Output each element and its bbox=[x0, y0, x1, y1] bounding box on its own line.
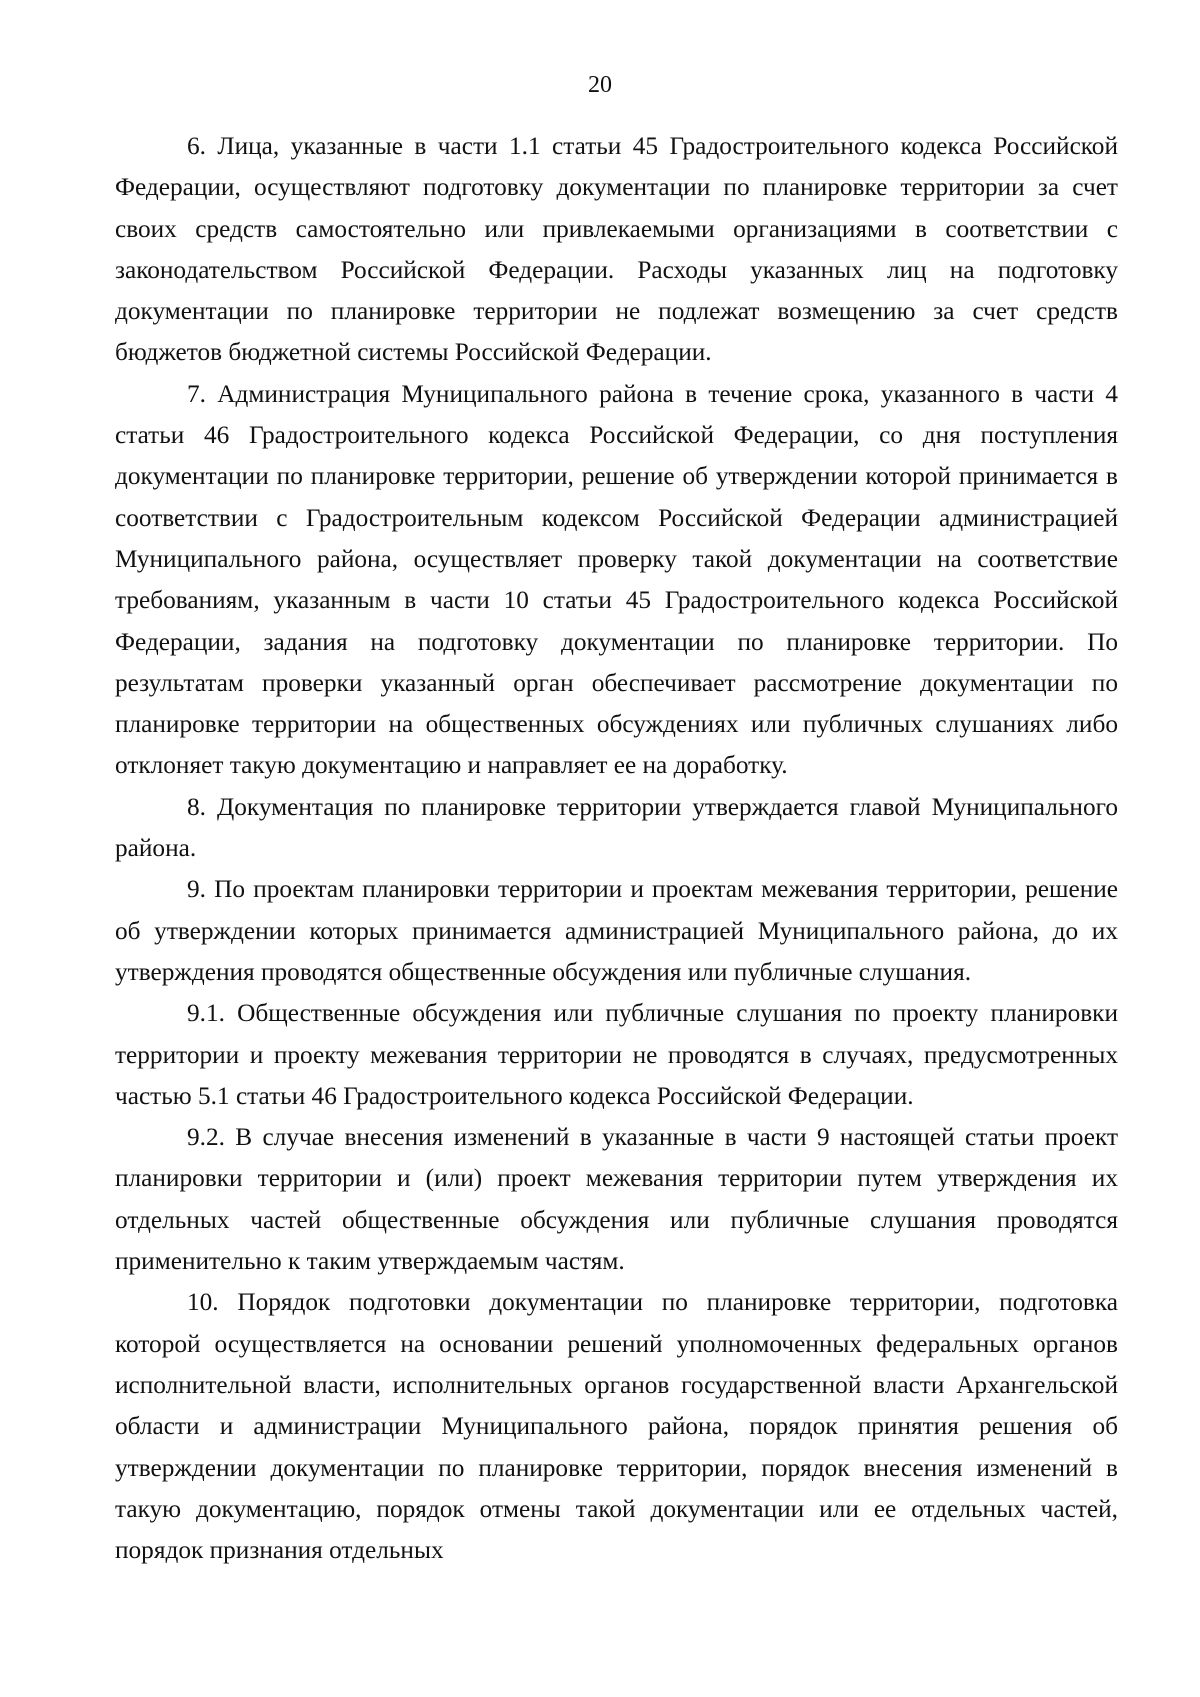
paragraph-6: 6. Лица, указанные в части 1.1 статьи 45 Градостроительного кодекса Российской Федерации, осуществляют подготовку документации по планировке территории за счет своих средств самостоятельно или привлекаемыми организациями в соответствии с законодательством Российской Федерации. Расходы указанных лиц на подготовку документации по планировке территории не подлежат возмещению за счет средств бюджетов бюджетной системы Российской Федерации. bbox=[115, 132, 1118, 367]
page-number: 20 bbox=[588, 72, 612, 98]
paragraph-9-2: 9.2. В случае внесения изменений в указанные в части 9 настоящей статьи проект планировки территории и (или) проект межевания территории путем утверждения их отдельных частей общественные обсуждения или публичные слушания проводятся применительно к таким утверждаемым частям. bbox=[115, 1123, 1118, 1276]
paragraph-10: 10. Порядок подготовки документации по планировке территории, подготовка которой осуществляется на основании решений уполномоченных федеральных органов исполнительной власти, исполнительных органов государственной власти Архангельской области и администрации Муниципального района, порядок принятия решения об утверждении документации по планировке территории, порядок внесения изменений в такую документацию, порядок отмены такой документации или ее отдельных частей, порядок признания отдельных bbox=[115, 1288, 1118, 1565]
paragraph-8: 8. Документация по планировке территории утверждается главой Муниципального района. bbox=[115, 792, 1118, 863]
document-body bbox=[115, 126, 1118, 1571]
paragraph-7: 7. Администрация Муниципального района в течение срока, указанного в части 4 статьи 46 Градостроительного кодекса Российской Федерации, со дня поступления документации по планировке территории, решение об утверждении которой принимается в соответствии с Градостроительным кодексом Российской Федерации администрацией Муниципального района, осуществляет проверку такой документации на соответствие требованиям, указанным в части 10 статьи 45 Градостроительного кодекса Российской Федерации, задания на подготовку документации по планировке территории. По результатам проверки указанный орган обеспечивает рассмотрение документации по планировке территории на общественных обсуждениях или публичных слушаниях либо отклоняет такую документацию и направляет ее на доработку. bbox=[115, 379, 1118, 780]
paragraph-9: 9. По проектам планировки территории и проектам межевания территории, решение об утверждении которых принимается администрацией Муниципального района, до их утверждения проводятся общественные обсуждения или публичные слушания. bbox=[115, 875, 1118, 986]
paragraph-9-1: 9.1. Общественные обсуждения или публичные слушания по проекту планировки территории и проекту межевания территории не проводятся в случаях, предусмотренных частью 5.1 статьи 46 Градостроительного кодекса Российской Федерации. bbox=[115, 999, 1118, 1110]
